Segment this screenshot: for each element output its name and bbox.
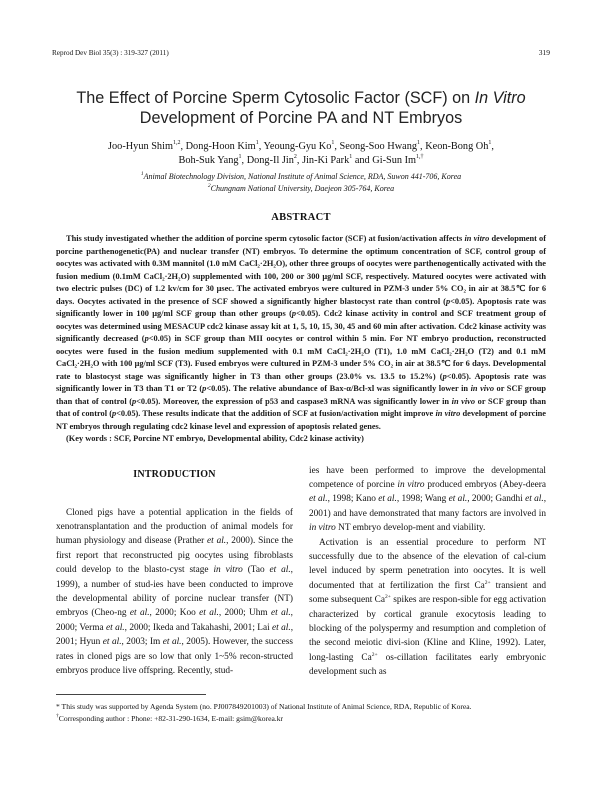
text-run: development of porcine NT embryos through regulating cdc2 kinase level and expression of apoptosis related genes.: [56, 409, 546, 431]
intro-paragraph-2: [309, 536, 546, 680]
author-name: Gi-Sun Im: [372, 155, 417, 166]
italic-text: et al.: [525, 494, 544, 505]
footnote-rule: [56, 694, 206, 695]
text-run: , 2001; Hyun: [56, 622, 294, 648]
text-run: , 2000; Ikeda and Takahashi, 2001; Lai: [124, 622, 273, 633]
author-name: Joo-Hyun Shim: [108, 141, 173, 152]
italic-text: p: [202, 384, 207, 393]
text-run: <0.05). Moreover, the expression of p53 and caspase3 mRNA was significantly lower in: [136, 396, 452, 406]
author-name: Keon-Bong Oh: [425, 141, 489, 152]
author-affiliation-mark: 1: [417, 140, 421, 146]
italic-text: p: [442, 371, 447, 381]
intro-column-right: [309, 464, 546, 680]
author-name: Yeoung-Gyu Ko: [263, 141, 332, 152]
author-separator: and: [352, 155, 373, 166]
intro-column-left: [56, 464, 293, 679]
text-run: NT embryo develop-ment and viability.: [335, 523, 486, 534]
text-run: , 1998; Wang: [396, 494, 449, 505]
text-run: or SCF group than that of control (: [56, 396, 546, 418]
affiliation-line: [61, 171, 541, 183]
author-affiliation-mark: 2: [293, 154, 297, 160]
text-run: os-cillation facilitates early embryonic development such as: [309, 652, 546, 678]
italic-text: in vitro: [213, 565, 243, 576]
text-run: , 2000; Verma: [56, 608, 293, 633]
italic-text: et al.: [269, 565, 291, 576]
corresponding-text: Corresponding author : Phone: +82-31-290-1634, E-mail: gsim@korea.kr: [58, 714, 284, 724]
text-run: , 2003; Im: [121, 637, 163, 648]
italic-text: et al.: [272, 622, 291, 633]
affiliation-mark: 2: [207, 183, 211, 189]
italic-text: in vitro: [464, 234, 490, 243]
intro-paragraph-1-cont: [309, 464, 546, 536]
text-run: , 2000; Uhm: [218, 608, 272, 619]
italic-text: et al.: [102, 637, 122, 648]
author-name: Jin-Ki Park: [302, 155, 350, 166]
italic-text: p: [132, 396, 137, 406]
superscript: 2+: [371, 651, 378, 658]
text-run: , 1998; Kano: [327, 494, 379, 505]
abstract-body: [56, 233, 546, 433]
text-run: <0.05). Apoptosis rate was significantly lower in T3 than T1 or T2 (: [56, 371, 547, 393]
text-run: or SCF group than that of control (: [56, 384, 546, 406]
text-run: Activation is an essential procedure to perform NT successfully due to the absence of the elevation of cal-cium level induced by sperm penetration into oocytes. It is well documented that at fertilization the first Ca: [309, 537, 546, 591]
affiliation-text: Chungnam National University, Daejeon 305-764, Korea: [210, 184, 395, 193]
text-run: , 1999), a number of stud-ies have been conducted to improve the developmental ability of porcine nuclear transfer (NT) embryos (Cheo-ng: [56, 565, 293, 619]
author-name: Dong-Il Jin: [246, 155, 294, 166]
text-run: , 2000; Koo: [149, 608, 200, 619]
author-name: Seong-Soo Hwang: [339, 141, 418, 152]
italic-text: et al.: [129, 608, 150, 619]
italic-text: et al.: [271, 608, 291, 619]
page-number: 319: [538, 48, 550, 57]
italic-text: in vivo: [470, 384, 494, 393]
author-separator: ,: [420, 141, 426, 152]
italic-text: et al.: [448, 494, 468, 505]
affiliation-line: [61, 183, 541, 195]
superscript: 2+: [484, 579, 491, 586]
italic-text: et al.: [378, 494, 397, 505]
author-affiliation-mark: 1: [255, 140, 259, 146]
affiliations: [61, 171, 541, 195]
title-line-1: [52, 88, 550, 108]
affiliation-mark: 1: [140, 171, 144, 177]
author-affiliation-mark: 1,†: [416, 154, 424, 160]
title-line-2: Development of Porcine PA and NT Embryos: [139, 109, 463, 127]
text-run: <0.05). Apoptosis rate was significantly lower in 100 μg/ml SCF group than other groups (: [56, 296, 546, 318]
text-run: development of porcine parthenogenetic(PA) and nuclear transfer (NT) embryos. To determine the optimum concentration of SCF, control group of oocytes was activated with 0.3M mannitol (1.0 mM CaCl₂·2H₂O), other three groups of oocytes were parthenogentically activated with the fusion medium (0.1mM CaCl₂·2H₂O) supplemented with 100, 200 or 300 μg/ml SCF, respectively. Matured oocytes were activated with two electric pulses (DC) of 1.2 kv/cm for 30 μsec. The activated embryos were cultured in PZM-3 under 5% CO₂ in air at 38.5℃ for 6 days. Oocytes activated in the presence of SCF showed a significantly higher blastocyst rate than control (: [56, 234, 547, 306]
keywords: (Key words : SCF, Porcine NT embryo, Developmental ability, Cdc2 kinase activity): [66, 434, 364, 443]
text-run: (Tao: [242, 565, 270, 576]
author-affiliation-mark: 1: [349, 154, 353, 160]
text-run: spikes are respon-sible for egg activation characterized by cortical granule exocytosis leading to blocking of the polyspermy and resumption and completion of the second meiotic divi-sion (Kline and Kline, 1992). Later, long-lasting Ca: [309, 595, 546, 663]
paper-title: [52, 88, 550, 128]
affiliation-text: Animal Biotechnology Division, National Institute of Animal Science, RDA, Suwon 441-706, Korea: [143, 172, 462, 181]
text-run: <0.05). Cdc2 kinase activity in control and SCF treatment group of oocytes was determined using MESACUP cdc2 kinase assay kit at 1, 5, 10, 15, 30, 45 and 60 min after activation. Cdc2 kinase activity was significantly decreased (: [56, 309, 546, 343]
title-text: The Effect of Porcine Sperm Cytosolic Factor (SCF) on: [76, 89, 475, 107]
running-head: Reprod Dev Biol 35(3) : 319-327 (2011): [52, 49, 169, 57]
text-run: <0.05) in SCF group than MII oocytes or control within 5 min. For NT embryo production, reconstructed oocytes were fused in the fusion medium supplemented with 0.1 mM CaCl₂·2H₂O (T1), 1.0 mM CaCl₂·2H₂O (T2) and 0.1 mM CaCl₂·2H₂O with 100 μg/ml SCF (T3). Fused embryos were cultured in PZM-3 under 5% CO₂ in air at 38.5℃ for 6 days. Developmental rate to blastocyst stage was significantly higher in T3 than other groups (23.0% vs. 13.5 to 15.2%) (: [56, 334, 546, 381]
author-affiliation-mark: 1,2: [172, 140, 181, 146]
text-run: ies have been performed to improve the developmental competence of porcine: [309, 465, 546, 490]
text-run: , 2005). However, the success rates in cloned pigs are so low that only 1~5% recon-structed embryos produce live offspring. Recently, stud-: [56, 637, 293, 676]
italic-text: p: [445, 296, 451, 306]
abstract-heading: ABSTRACT: [271, 212, 331, 223]
author-affiliation-mark: 1: [331, 140, 335, 146]
funding-note: * This study was supported by Agenda System (no. PJ007849201003) of National Institute of Animal Science, RDA, Republic of Korea.: [56, 701, 472, 711]
italic-text: et al.: [199, 608, 219, 619]
author-separator: ,: [296, 155, 303, 166]
intro-paragraph-1: [56, 506, 293, 679]
author-affiliation-mark: 1: [238, 154, 242, 160]
abstract: [56, 233, 546, 446]
text-run: produced embryos (Abey-deera: [424, 479, 546, 490]
italic-text: et al.: [162, 637, 182, 648]
text-run: <0.05). These results indicate that the addition of SCF at fusion/activation might improve: [116, 409, 436, 418]
author-affiliation-mark: 1: [488, 140, 492, 146]
text-run: , 2000). Since the first report that reconstructed pig oocytes using fibroblasts could develop to the blasto-cyst stage: [56, 536, 294, 576]
text-run: This study investigated whether the addition of porcine sperm cytosolic factor (SCF) at fusion/activation affects: [66, 234, 465, 243]
corresponding-note: [56, 713, 556, 726]
italic-text: p: [291, 309, 297, 318]
page-header: [52, 48, 550, 58]
author-list: [61, 140, 541, 168]
dagger-mark: †: [56, 713, 59, 720]
italic-text: et al.: [309, 494, 328, 505]
author-separator: ,: [334, 141, 340, 152]
author-separator: ,: [241, 155, 247, 166]
italic-text: et al.: [106, 622, 125, 633]
author-separator: ,: [491, 141, 494, 152]
author-separator: ,: [180, 141, 186, 152]
italic-text: p: [144, 334, 149, 343]
italic-text: et al.: [207, 536, 227, 547]
author-name: Boh-Suk Yang: [178, 155, 239, 166]
text-run: , 2001) and have demonstrated that many factors are involved in: [309, 494, 547, 519]
italic-text: in vitro: [435, 409, 461, 418]
footnotes: [56, 701, 556, 726]
italic-text: in vitro: [397, 479, 425, 490]
italic-text: p: [111, 409, 117, 418]
superscript: 2+: [385, 594, 391, 601]
introduction-heading: INTRODUCTION: [133, 468, 216, 480]
title-italic: In Vitro: [474, 89, 526, 107]
text-run: , 2000; Gandhi: [467, 494, 526, 505]
author-name: Dong-Hoon Kim: [185, 141, 256, 152]
author-separator: ,: [258, 141, 264, 152]
text-run: transient and some subsequent Ca: [309, 580, 546, 606]
text-run: <0.05). The relative abundance of Bax-α/Bcl-xl was significantly lower in: [206, 384, 471, 393]
italic-text: in vitro: [309, 523, 336, 534]
body-columns: [56, 464, 546, 680]
italic-text: in vivo: [451, 396, 476, 406]
text-run: Cloned pigs have a potential application in the fields of xenotransplantation and the production of animal models for human physiology and disease (Prather: [56, 507, 293, 547]
